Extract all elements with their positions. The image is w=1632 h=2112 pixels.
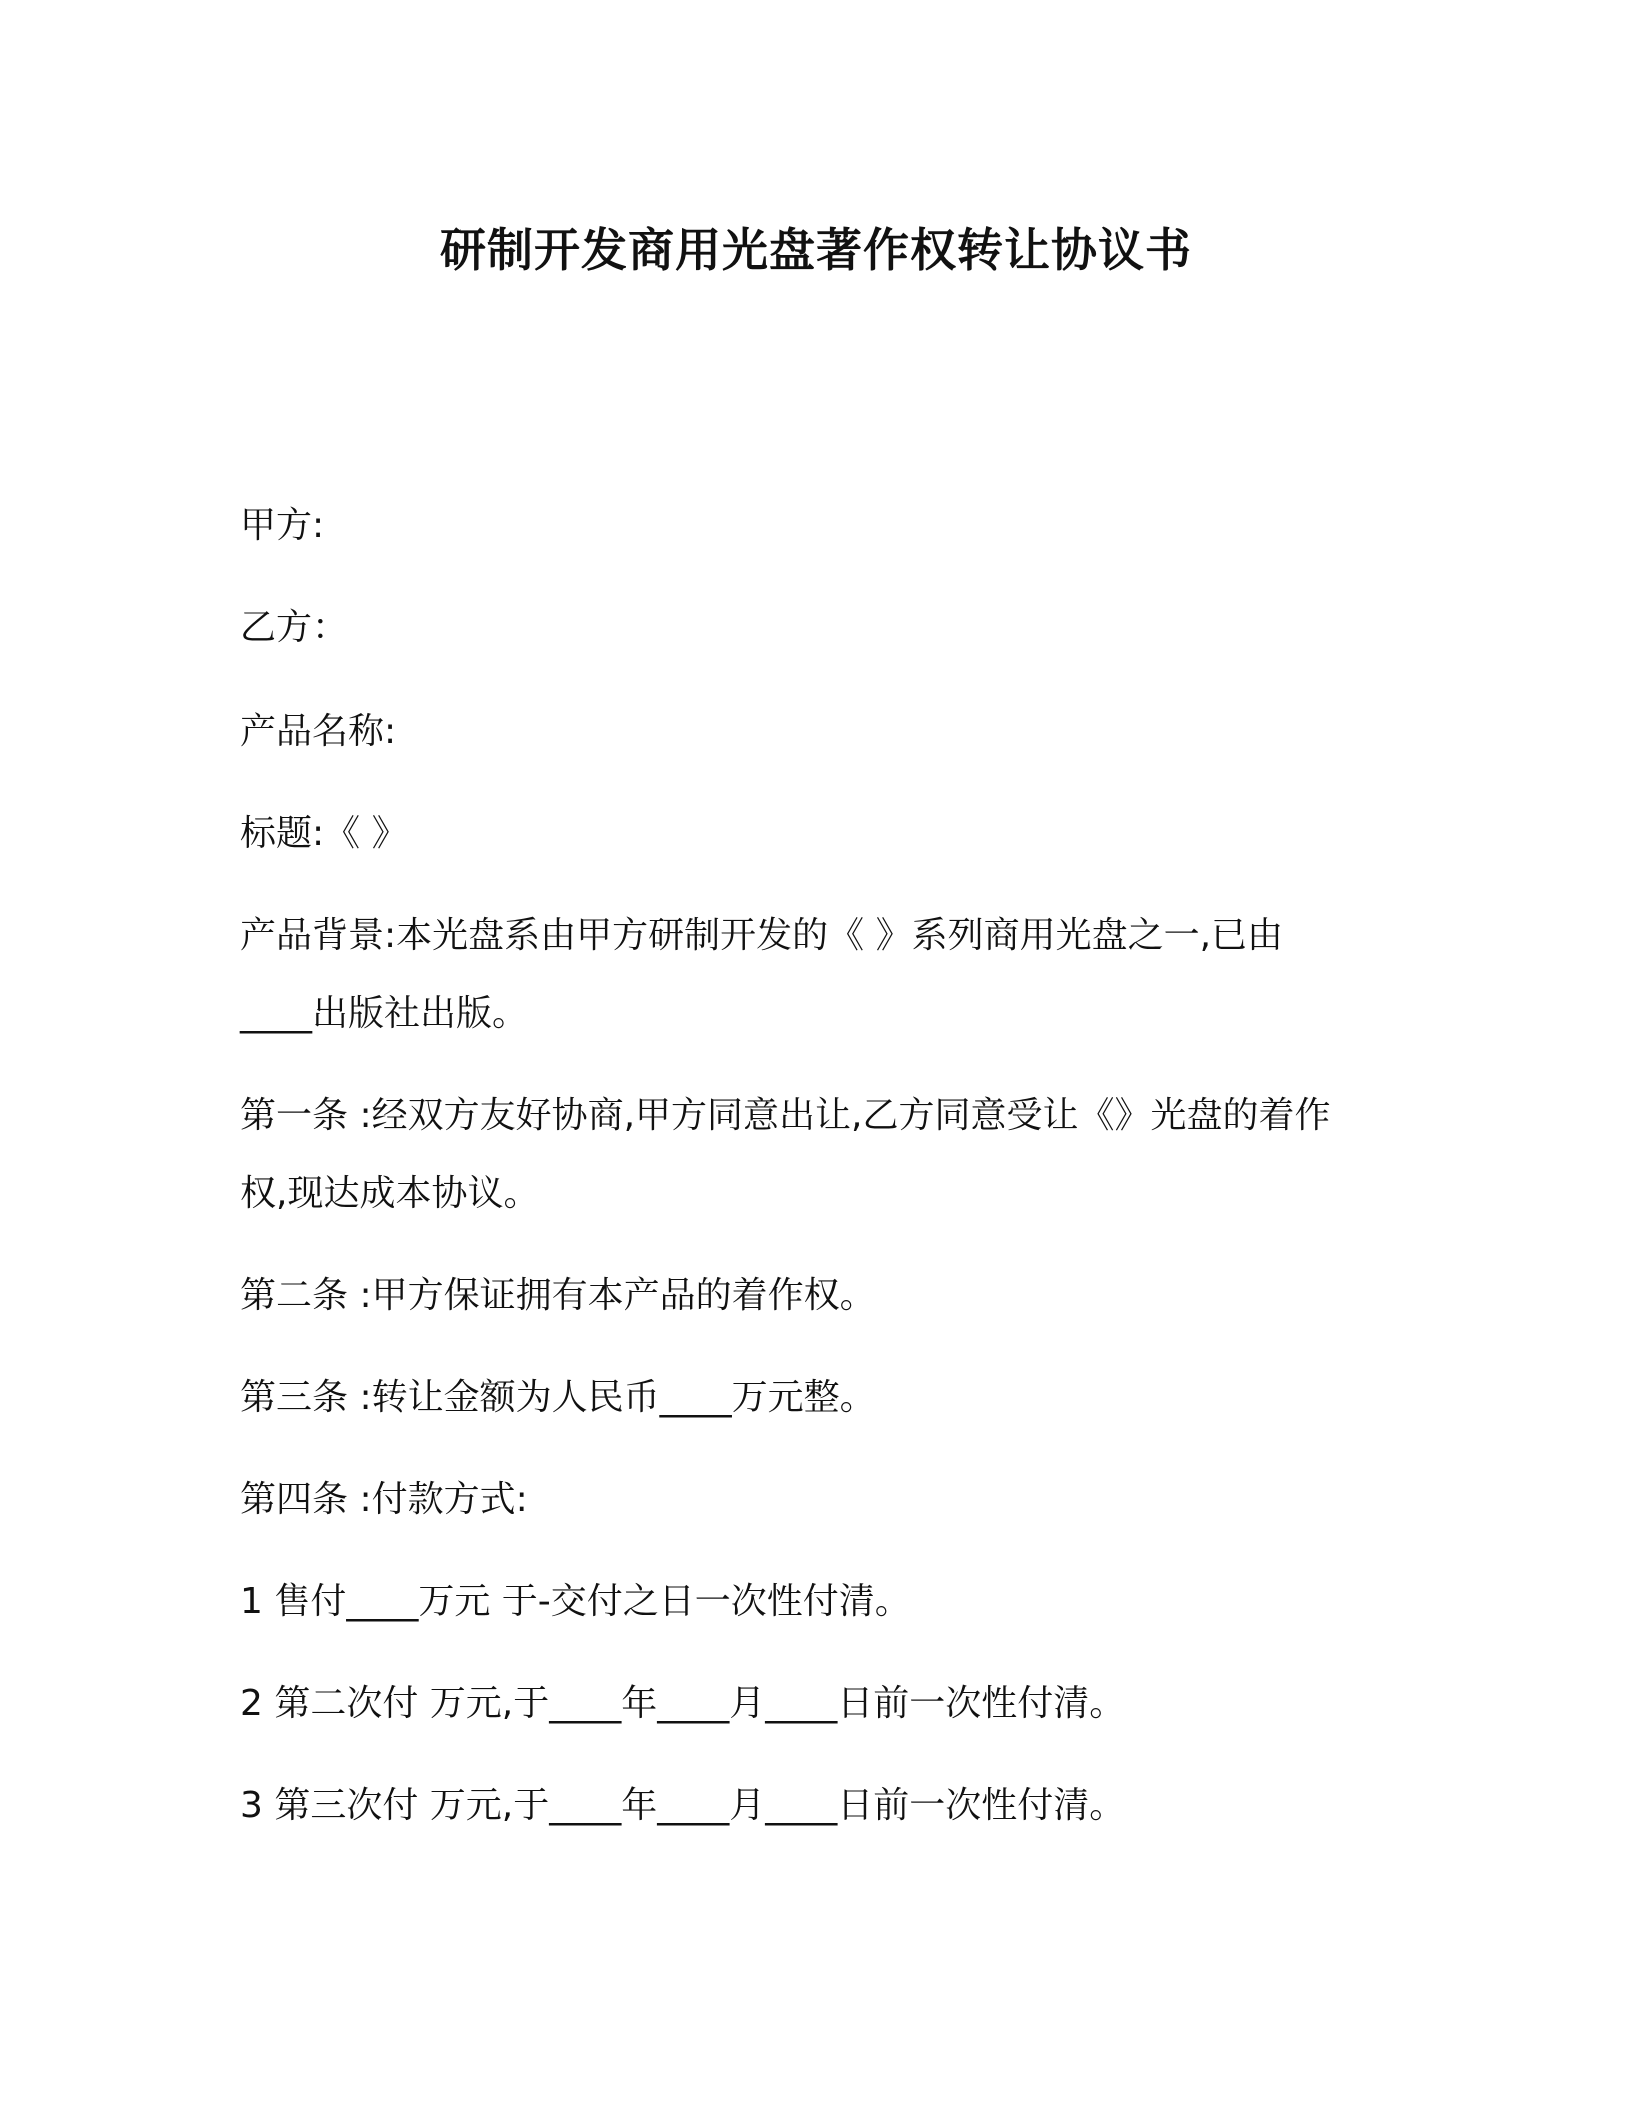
heading-line: 标题:《 》 [240, 813, 408, 854]
article-four-line: 第四条 :付款方式: [240, 1479, 528, 1520]
article-three-line: 第三条 :转让金额为人民币____万元整。 [240, 1377, 876, 1418]
document-title: 研制开发商用光盘著作权转让协议书 [440, 223, 1192, 277]
party-b-line: 乙方： [240, 607, 349, 648]
payment-item-3: 3 第三次付 万元,于____年____月____日前一次性付清。 [240, 1785, 1126, 1826]
product-background-continuation: ____出版社出版。 [240, 993, 529, 1034]
payment-item-1: 1 售付____万元 于-交付之日一次性付清。 [240, 1581, 911, 1622]
product-name-line: 产品名称: [240, 711, 397, 752]
article-one-line: 第一条 :经双方友好协商,甲方同意出让,乙方同意受让《》光盘的着作 [240, 1095, 1331, 1136]
article-two-line: 第二条 :甲方保证拥有本产品的着作权。 [240, 1275, 876, 1316]
payment-item-2: 2 第二次付 万元,于____年____月____日前一次性付清。 [240, 1683, 1126, 1724]
article-one-continuation: 权,现达成本协议。 [240, 1173, 540, 1214]
product-background-line: 产品背景:本光盘系由甲方研制开发的《 》系列商用光盘之一,已由 [240, 915, 1284, 956]
party-a-line: 甲方: [240, 505, 325, 546]
